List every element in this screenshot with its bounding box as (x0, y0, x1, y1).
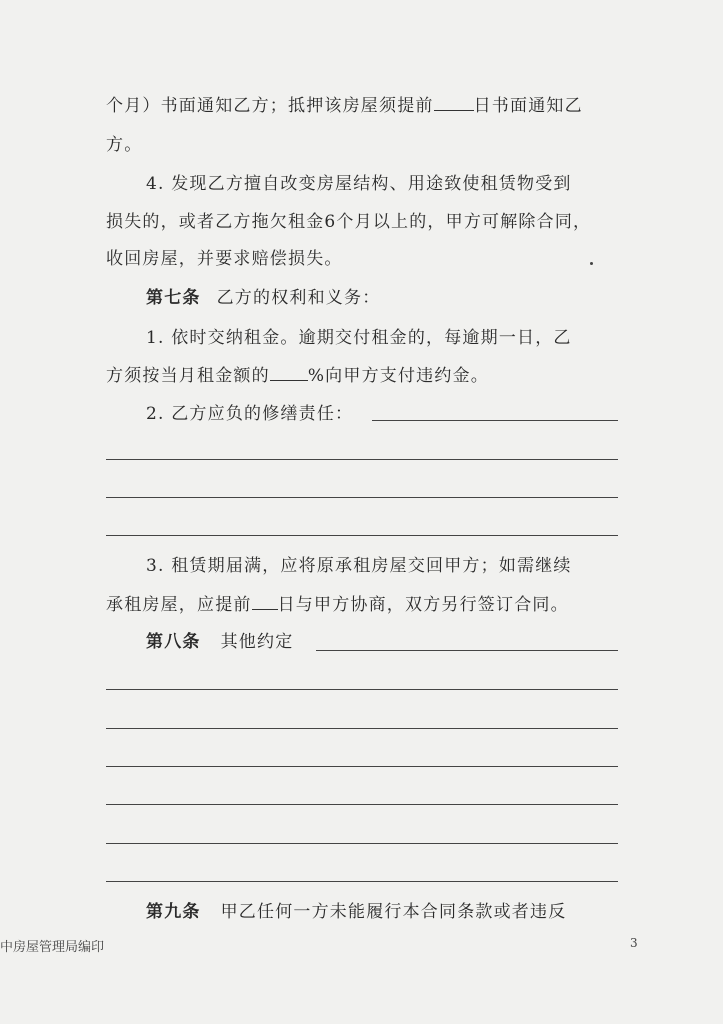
repair-duty-blank-line-2[interactable] (106, 497, 618, 498)
blank-field-penalty-percent[interactable] (270, 364, 308, 381)
other-terms-blank-inline[interactable] (316, 650, 618, 651)
art7-clause-3-line-2: 承租房屋，应提前 日与甲方协商，双方另行签订合同。 (106, 595, 569, 615)
footer-publisher: 中房屋管理局编印 (0, 940, 105, 955)
blank-field-notice-days[interactable] (252, 593, 278, 610)
clause-4-line-1: 4. 发现乙方擅自改变房屋结构、用途致使租赁物受到 (146, 174, 572, 194)
repair-duty-blank-line-3[interactable] (106, 535, 618, 536)
other-terms-blank-line-4[interactable] (106, 804, 618, 805)
other-terms-blank-line-1[interactable] (106, 689, 618, 690)
art7-clause-1-line-1: 1. 依时交纳租金。逾期交付租金的，每逾期一日，乙 (146, 328, 572, 348)
other-terms-blank-line-3[interactable] (106, 766, 618, 767)
article-8-text: 其他约定 (220, 632, 294, 652)
text-line-2: 方。 (106, 135, 143, 155)
other-terms-blank-line-5[interactable] (106, 843, 618, 844)
text-line-1: 个月）书面通知乙方；抵押该房屋须提前 日书面通知乙 (106, 96, 583, 116)
blank-field-days[interactable] (434, 94, 474, 111)
article-8-title: 第八条 (146, 632, 201, 652)
clause-4-line-3: 收回房屋，并要求赔偿损失。 (106, 249, 343, 269)
speck (590, 262, 593, 265)
repair-duty-blank-inline[interactable] (372, 420, 618, 421)
page-number: 3 (630, 936, 638, 950)
art7-clause-1-line-2: 方须按当月租金额的 %向甲方支付违约金。 (106, 366, 489, 386)
art7-clause-2: 2. 乙方应负的修缮责任： (146, 404, 354, 424)
article-9-title: 第九条 (146, 902, 201, 922)
clause-4-line-2: 损失的，或者乙方拖欠租金6个月以上的，甲方可解除合同， (106, 212, 592, 232)
article-7-text: 乙方的权利和义务： (216, 288, 381, 308)
article-9-heading (146, 900, 618, 924)
article-7-heading (146, 286, 618, 310)
repair-duty-blank-line-1[interactable] (106, 459, 618, 460)
article-7-title: 第七条 (146, 288, 201, 308)
art7-clause-3-line-1: 3. 租赁期届满，应将原承租房屋交回甲方；如需继续 (146, 556, 572, 576)
article-9-text: 甲乙任何一方未能履行本合同条款或者违反 (220, 902, 567, 922)
other-terms-blank-line-6[interactable] (106, 881, 618, 882)
other-terms-blank-line-2[interactable] (106, 728, 618, 729)
